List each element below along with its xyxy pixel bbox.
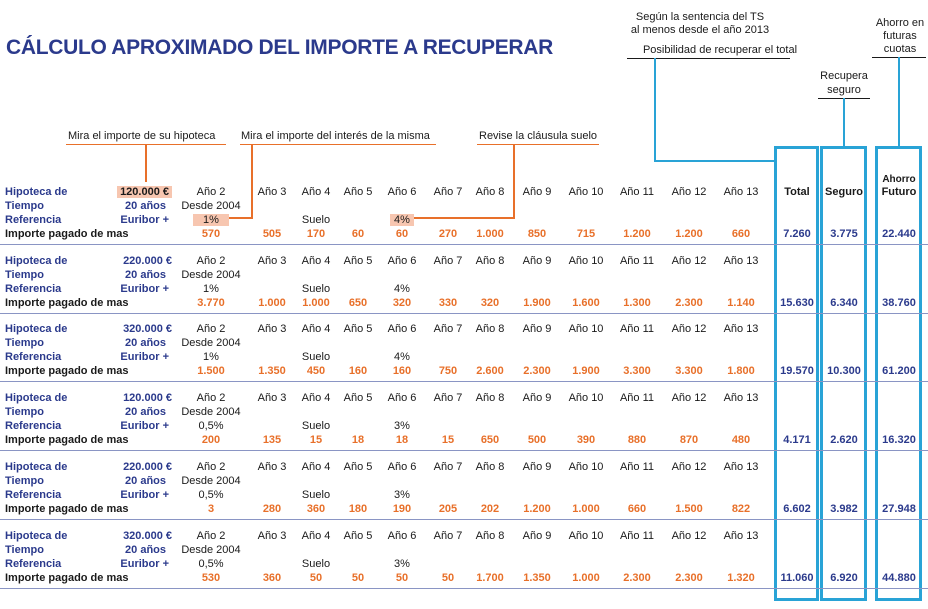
year-value: 1.000 (476, 228, 504, 240)
hipoteca-amount: 120.000 € (117, 186, 172, 198)
year-header: Año 4 (301, 530, 331, 542)
hipoteca-term: 20 años (125, 337, 166, 349)
desde-label: Desde 2004 (181, 337, 241, 349)
year-header: Año 9 (522, 323, 552, 335)
year-value: 1.350 (523, 572, 551, 584)
year-header: Año 9 (522, 392, 552, 404)
year-value: 2.300 (675, 572, 703, 584)
year-value: 1.700 (476, 572, 504, 584)
futuro-value: 38.760 (882, 297, 916, 309)
year-value: 170 (306, 228, 326, 240)
year-header: Año 13 (723, 255, 759, 267)
year-value: 202 (480, 503, 500, 515)
year-value: 205 (438, 503, 458, 515)
year-header: Año 6 (387, 392, 417, 404)
year-header: Año 3 (257, 530, 287, 542)
hipoteca-amount: 320.000 € (123, 323, 172, 335)
year-header: Año 3 (257, 461, 287, 473)
label-tiempo: Tiempo (5, 337, 44, 349)
year-value: 1.320 (727, 572, 755, 584)
year-header: Año 9 (522, 255, 552, 267)
label-tiempo: Tiempo (5, 544, 44, 556)
year-header: Año 13 (723, 186, 759, 198)
year-value: 822 (731, 503, 751, 515)
year-value: 750 (438, 365, 458, 377)
label-tiempo: Tiempo (5, 200, 44, 212)
desde-label: Desde 2004 (181, 269, 241, 281)
label-referencia: Referencia (5, 351, 62, 363)
seguro-value: 3.775 (830, 228, 858, 240)
futuro-value: 22.440 (882, 228, 916, 240)
year-value: 200 (201, 434, 221, 446)
euribor-label: Euribor + (120, 351, 169, 363)
year-value: 505 (262, 228, 282, 240)
year-value: 1.200 (623, 228, 651, 240)
year-header: Año 7 (433, 186, 463, 198)
ahorro-note-line3: cuotas (883, 43, 917, 55)
hipoteca-amount: 120.000 € (123, 392, 172, 404)
year-header: Año 6 (387, 255, 417, 267)
year-value: 1.500 (197, 365, 225, 377)
euribor-diff: 0,5% (198, 558, 224, 570)
year-header: Año 6 (387, 186, 417, 198)
total-value: 6.602 (783, 503, 811, 515)
year-header: Año 11 (619, 255, 655, 267)
suelo-label: Suelo (301, 283, 331, 295)
year-header: Año 11 (619, 530, 655, 542)
year-header: Año 12 (671, 461, 707, 473)
seguro-value: 10.300 (827, 365, 861, 377)
hipoteca-term: 20 años (125, 269, 166, 281)
year-header: Año 4 (301, 323, 331, 335)
year-header: Año 2 (196, 186, 226, 198)
year-value: 3.300 (675, 365, 703, 377)
hipoteca-amount: 220.000 € (123, 255, 172, 267)
year-header: Año 10 (568, 392, 604, 404)
year-value: 880 (627, 434, 647, 446)
label-hipoteca-de: Hipoteca de (5, 186, 68, 198)
year-value: 50 (441, 572, 455, 584)
year-value: 2.300 (675, 297, 703, 309)
ts-note-line2: al menos desde el año 2013 (630, 24, 770, 36)
year-value: 570 (201, 228, 221, 240)
label-hipoteca-de: Hipoteca de (5, 323, 68, 335)
year-value: 650 (480, 434, 500, 446)
label-importe-pagado: Importe pagado de mas (5, 365, 129, 377)
year-value: 1.500 (675, 503, 703, 515)
year-header: Año 7 (433, 255, 463, 267)
label-referencia: Referencia (5, 420, 62, 432)
clausula-connector (513, 144, 515, 218)
year-header: Año 2 (196, 392, 226, 404)
year-header: Año 5 (343, 255, 373, 267)
total-value: 4.171 (783, 434, 811, 446)
year-value: 2.300 (523, 365, 551, 377)
seguro-value: 6.920 (830, 572, 858, 584)
year-value: 50 (309, 572, 323, 584)
total-value: 15.630 (780, 297, 814, 309)
euribor-label: Euribor + (120, 420, 169, 432)
seguro-value: 6.340 (830, 297, 858, 309)
year-value: 3.300 (623, 365, 651, 377)
year-header: Año 9 (522, 186, 552, 198)
year-value: 330 (438, 297, 458, 309)
connector-posibilidad-h (654, 160, 776, 162)
label-importe-pagado: Importe pagado de mas (5, 434, 129, 446)
year-value: 715 (576, 228, 596, 240)
year-header: Año 3 (257, 255, 287, 267)
year-value: 18 (395, 434, 409, 446)
posibilidad-underline (627, 58, 790, 59)
seguro-value: 3.982 (830, 503, 858, 515)
label-hipoteca-de: Hipoteca de (5, 255, 68, 267)
total-value: 7.260 (783, 228, 811, 240)
year-value: 190 (392, 503, 412, 515)
hipoteca-term: 20 años (125, 475, 166, 487)
year-header: Año 9 (522, 461, 552, 473)
year-value: 480 (731, 434, 751, 446)
euribor-diff: 0,5% (198, 420, 224, 432)
euribor-label: Euribor + (120, 283, 169, 295)
euribor-label: Euribor + (120, 214, 169, 226)
year-value: 270 (438, 228, 458, 240)
year-value: 650 (348, 297, 368, 309)
label-importe-pagado: Importe pagado de mas (5, 503, 129, 515)
year-header: Año 8 (475, 323, 505, 335)
year-header: Año 7 (433, 461, 463, 473)
clausula-connector-h (412, 217, 515, 219)
hipoteca-term: 20 años (125, 544, 166, 556)
floor-rate: 3% (394, 420, 410, 432)
label-referencia: Referencia (5, 214, 62, 226)
ahorro-note-line1: Ahorro en (875, 17, 925, 29)
total-header: Total (784, 186, 810, 198)
label-referencia: Referencia (5, 283, 62, 295)
year-header: Año 7 (433, 530, 463, 542)
seguro-value: 2.620 (830, 434, 858, 446)
row-separator (0, 450, 928, 451)
year-header: Año 11 (619, 392, 655, 404)
futuro-value: 61.200 (882, 365, 916, 377)
year-value: 3 (207, 503, 215, 515)
page-title: CÁLCULO APROXIMADO DEL IMPORTE A RECUPERAR (6, 36, 554, 59)
importe-interes-connector (251, 144, 253, 218)
year-value: 500 (527, 434, 547, 446)
row-separator (0, 313, 928, 314)
year-value: 15 (309, 434, 323, 446)
total-value: 11.060 (780, 572, 814, 584)
year-header: Año 12 (671, 186, 707, 198)
clausula-underline (477, 144, 599, 145)
year-header: Año 9 (522, 530, 552, 542)
importe-hipoteca-connector (145, 144, 147, 182)
year-value: 1.200 (675, 228, 703, 240)
euribor-diff: 1% (203, 283, 219, 295)
year-header: Año 13 (723, 461, 759, 473)
futuro-value: 27.948 (882, 503, 916, 515)
suelo-label: Suelo (301, 489, 331, 501)
suelo-label: Suelo (301, 558, 331, 570)
year-header: Año 6 (387, 461, 417, 473)
year-value: 870 (679, 434, 699, 446)
year-header: Año 8 (475, 530, 505, 542)
year-header: Año 10 (568, 323, 604, 335)
floor-rate: 4% (394, 351, 410, 363)
label-referencia: Referencia (5, 489, 62, 501)
year-value: 530 (201, 572, 221, 584)
year-header: Año 10 (568, 461, 604, 473)
year-value: 1.350 (258, 365, 286, 377)
year-value: 15 (441, 434, 455, 446)
recupera-note-line1: Recupera (820, 70, 868, 82)
futuro-value: 16.320 (882, 434, 916, 446)
importe-interes-note: Mira el importe del interés de la misma (241, 130, 430, 142)
row-separator (0, 588, 928, 589)
year-header: Año 4 (301, 186, 331, 198)
connector-ahorro (898, 57, 900, 148)
year-header: Año 6 (387, 530, 417, 542)
euribor-diff: 1% (203, 351, 219, 363)
futuro-value: 44.880 (882, 572, 916, 584)
year-header: Año 10 (568, 255, 604, 267)
year-value: 1.800 (727, 365, 755, 377)
ahorro-note-line2: futuras (883, 30, 917, 42)
year-header: Año 12 (671, 530, 707, 542)
year-header: Año 13 (723, 392, 759, 404)
year-value: 1.200 (523, 503, 551, 515)
year-header: Año 5 (343, 392, 373, 404)
year-value: 450 (306, 365, 326, 377)
year-header: Año 4 (301, 461, 331, 473)
year-value: 1.000 (572, 503, 600, 515)
year-header: Año 11 (619, 323, 655, 335)
year-header: Año 12 (671, 392, 707, 404)
recupera-note-line2: seguro (827, 84, 861, 96)
euribor-label: Euribor + (120, 489, 169, 501)
year-header: Año 10 (568, 530, 604, 542)
hipoteca-term: 20 años (125, 406, 166, 418)
year-value: 180 (348, 503, 368, 515)
year-header: Año 8 (475, 461, 505, 473)
year-value: 1.600 (572, 297, 600, 309)
row-separator (0, 519, 928, 520)
year-value: 660 (731, 228, 751, 240)
year-header: Año 2 (196, 461, 226, 473)
hipoteca-amount: 320.000 € (123, 530, 172, 542)
year-header: Año 2 (196, 255, 226, 267)
year-value: 1.000 (572, 572, 600, 584)
year-value: 1.900 (523, 297, 551, 309)
year-header: Año 8 (475, 255, 505, 267)
suelo-label: Suelo (301, 420, 331, 432)
year-header: Año 7 (433, 392, 463, 404)
hipoteca-term: 20 años (125, 200, 166, 212)
desde-label: Desde 2004 (181, 200, 241, 212)
year-header: Año 5 (343, 186, 373, 198)
label-tiempo: Tiempo (5, 269, 44, 281)
year-header: Año 6 (387, 323, 417, 335)
year-value: 135 (262, 434, 282, 446)
row-separator (0, 244, 928, 245)
label-importe-pagado: Importe pagado de mas (5, 572, 129, 584)
year-header: Año 8 (475, 392, 505, 404)
year-header: Año 7 (433, 323, 463, 335)
year-value: 320 (480, 297, 500, 309)
floor-rate: 3% (394, 489, 410, 501)
year-value: 1.000 (302, 297, 330, 309)
year-header: Año 3 (257, 186, 287, 198)
row-separator (0, 381, 928, 382)
year-header: Año 11 (619, 186, 655, 198)
year-header: Año 8 (475, 186, 505, 198)
seguro-header: Seguro (825, 186, 863, 198)
year-value: 3.770 (197, 297, 225, 309)
desde-label: Desde 2004 (181, 475, 241, 487)
euribor-label: Euribor + (120, 558, 169, 570)
year-header: Año 2 (196, 323, 226, 335)
year-value: 1.000 (258, 297, 286, 309)
posibilidad-note: Posibilidad de recuperar el total (642, 44, 798, 56)
clausula-note: Revise la cláusula suelo (479, 130, 598, 142)
year-value: 60 (395, 228, 409, 240)
year-header: Año 3 (257, 323, 287, 335)
connector-posibilidad (654, 58, 656, 162)
futuro-header-line2: Futuro (881, 186, 917, 198)
label-tiempo: Tiempo (5, 475, 44, 487)
year-value: 50 (395, 572, 409, 584)
hipoteca-amount: 220.000 € (123, 461, 172, 473)
label-tiempo: Tiempo (5, 406, 44, 418)
floor-rate: 4% (390, 214, 414, 226)
euribor-diff: 0,5% (198, 489, 224, 501)
year-header: Año 3 (257, 392, 287, 404)
year-header: Año 5 (343, 530, 373, 542)
year-value: 1.300 (623, 297, 651, 309)
year-value: 390 (576, 434, 596, 446)
label-hipoteca-de: Hipoteca de (5, 461, 68, 473)
year-value: 50 (351, 572, 365, 584)
importe-interes-underline (240, 144, 436, 145)
floor-rate: 3% (394, 558, 410, 570)
desde-label: Desde 2004 (181, 544, 241, 556)
ts-note-line1: Según la sentencia del TS (635, 11, 765, 23)
euribor-diff: 1% (193, 214, 229, 226)
year-value: 2.600 (476, 365, 504, 377)
label-referencia: Referencia (5, 558, 62, 570)
label-importe-pagado: Importe pagado de mas (5, 228, 129, 240)
year-value: 660 (627, 503, 647, 515)
year-header: Año 13 (723, 530, 759, 542)
year-header: Año 12 (671, 323, 707, 335)
year-header: Año 11 (619, 461, 655, 473)
importe-hipoteca-note: Mira el importe de su hipoteca (68, 130, 216, 142)
year-header: Año 5 (343, 461, 373, 473)
suelo-label: Suelo (301, 214, 331, 226)
connector-recupera (843, 98, 845, 148)
year-header: Año 13 (723, 323, 759, 335)
floor-rate: 4% (394, 283, 410, 295)
year-value: 160 (392, 365, 412, 377)
year-header: Año 4 (301, 255, 331, 267)
desde-label: Desde 2004 (181, 406, 241, 418)
year-value: 2.300 (623, 572, 651, 584)
label-hipoteca-de: Hipoteca de (5, 392, 68, 404)
futuro-header-line1: Ahorro (882, 174, 916, 185)
year-value: 1.900 (572, 365, 600, 377)
year-header: Año 10 (568, 186, 604, 198)
label-hipoteca-de: Hipoteca de (5, 530, 68, 542)
label-importe-pagado: Importe pagado de mas (5, 297, 129, 309)
year-value: 60 (351, 228, 365, 240)
year-value: 320 (392, 297, 412, 309)
year-value: 160 (348, 365, 368, 377)
year-value: 280 (262, 503, 282, 515)
year-header: Año 12 (671, 255, 707, 267)
year-value: 360 (262, 572, 282, 584)
year-header: Año 5 (343, 323, 373, 335)
suelo-label: Suelo (301, 351, 331, 363)
year-header: Año 4 (301, 392, 331, 404)
year-value: 18 (351, 434, 365, 446)
year-value: 360 (306, 503, 326, 515)
total-value: 19.570 (780, 365, 814, 377)
year-header: Año 2 (196, 530, 226, 542)
year-value: 1.140 (727, 297, 755, 309)
year-value: 850 (527, 228, 547, 240)
